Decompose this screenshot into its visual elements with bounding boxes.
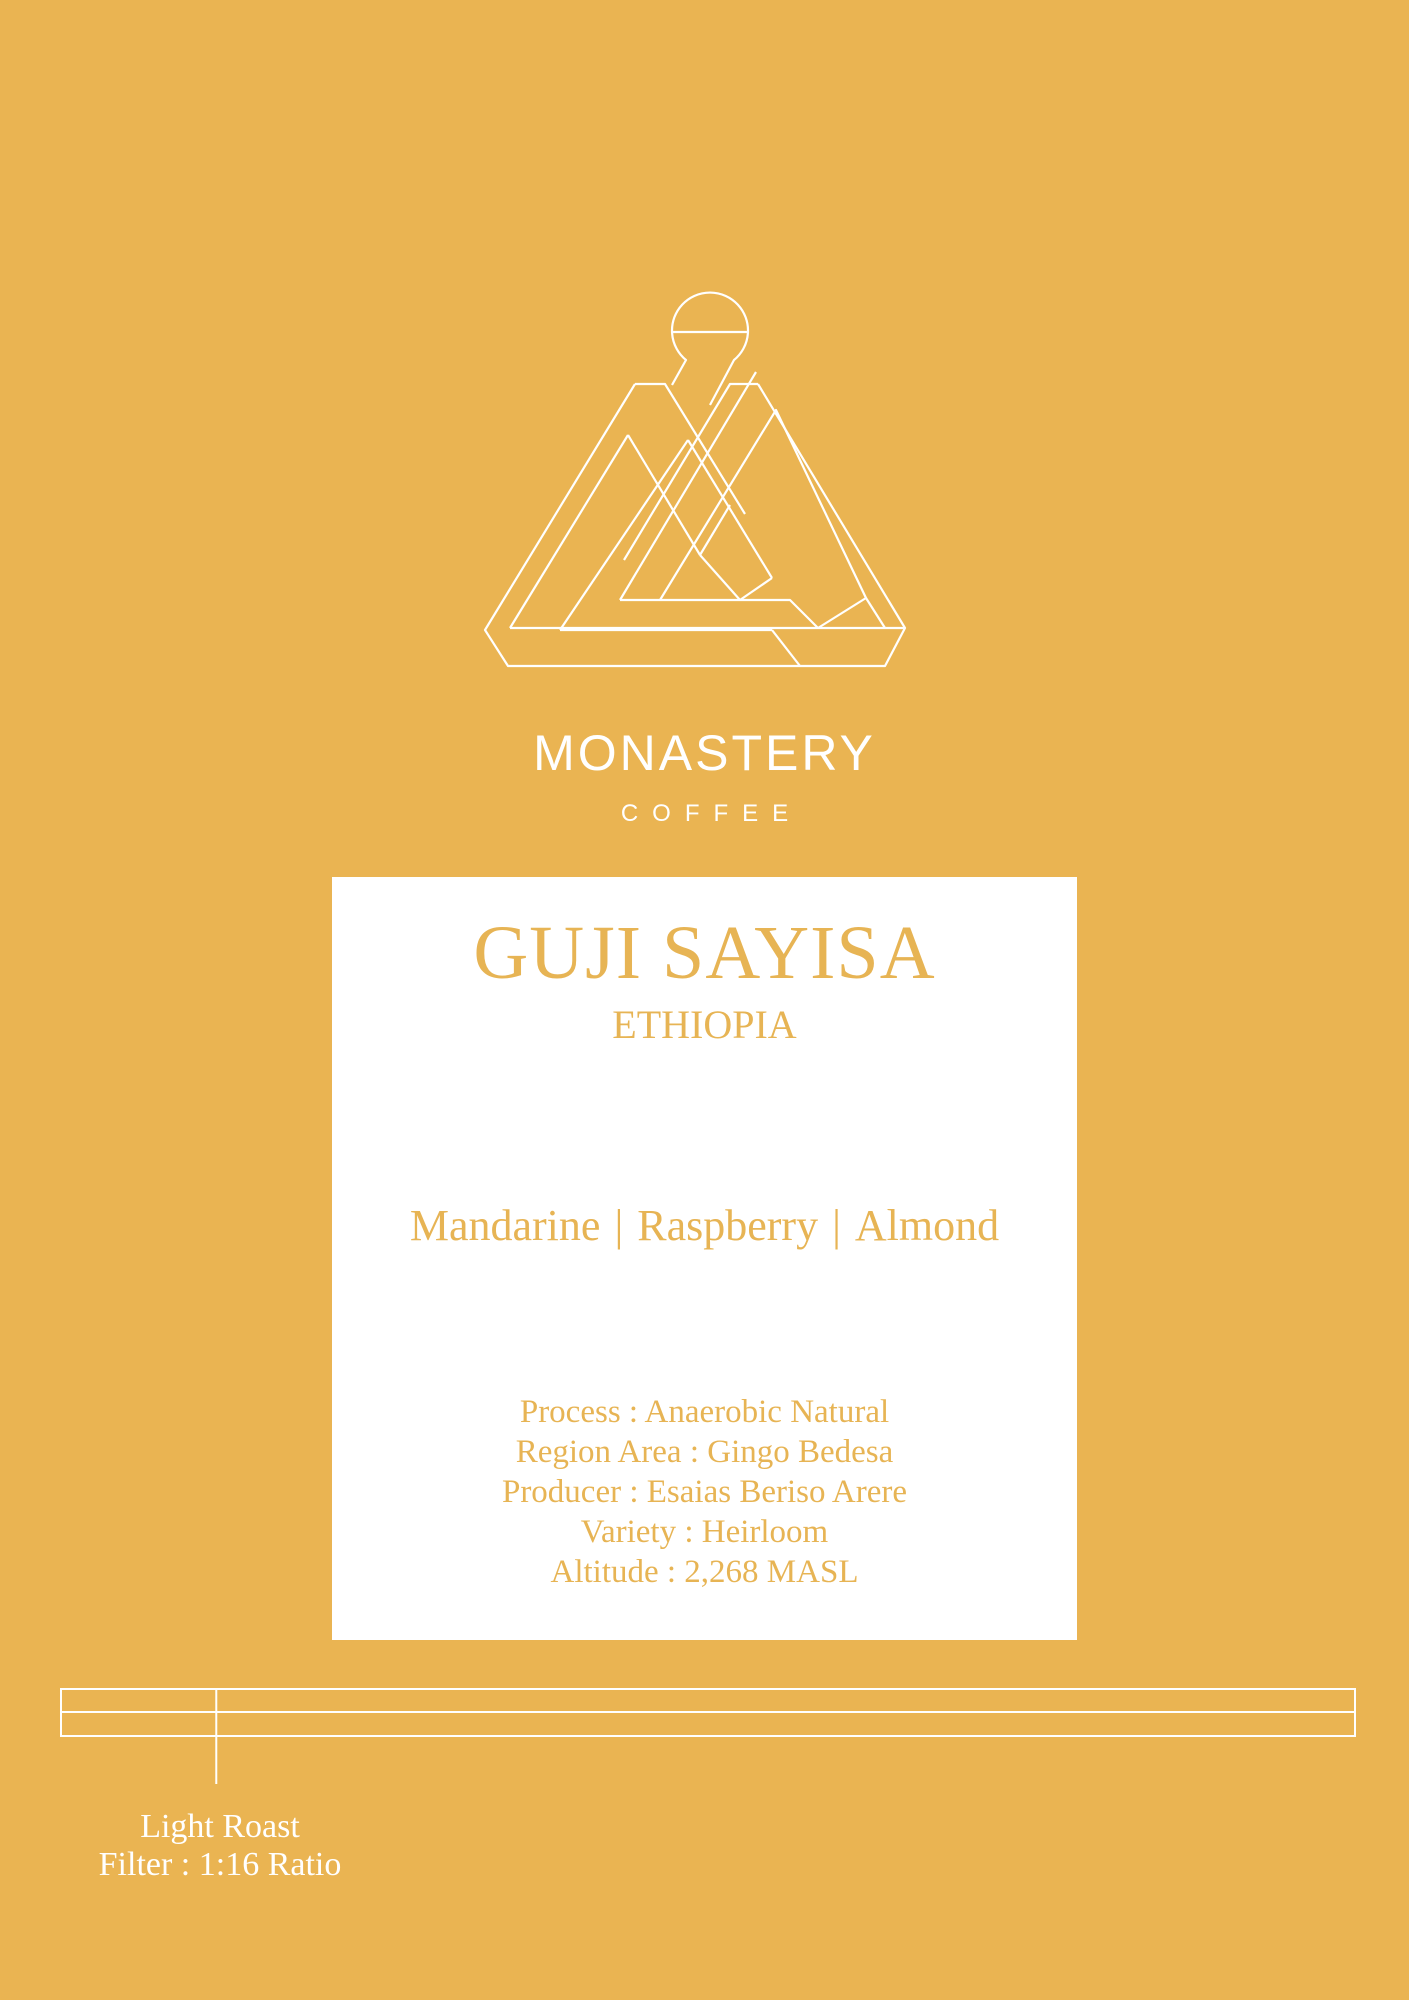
tasting-notes (332, 1201, 1077, 1250)
coffee-origin: ETHIOPIA (612, 1002, 797, 1047)
detail-altitude: Altitude : 2,268 MASL (550, 1554, 859, 1590)
notes-separator: | (614, 1201, 624, 1250)
coffee-name: GUJI SAYISA (473, 911, 936, 995)
detail-variety: Variety : Heirloom (580, 1514, 829, 1550)
tasting-note: Almond (854, 1201, 1000, 1250)
brand-subtitle: COFFEE (620, 800, 803, 827)
notes-separator: | (832, 1201, 841, 1250)
brand-name: MONASTERY (533, 725, 876, 781)
roast-info (60, 1808, 380, 1884)
impossible-triangle-logo-icon (470, 280, 940, 680)
roast-level: Light Roast (140, 1808, 300, 1845)
coffee-details (332, 1392, 1077, 1592)
detail-region: Region Area : Gingo Bedesa (515, 1434, 894, 1470)
tasting-note: Raspberry (637, 1201, 819, 1250)
detail-process: Process : Anaerobic Natural (519, 1394, 890, 1430)
coffee-info-card (332, 877, 1077, 1640)
detail-producer: Producer : Esaias Beriso Arere (501, 1474, 908, 1510)
roast-level-scale (60, 1688, 1356, 1788)
tasting-note: Mandarine (409, 1201, 601, 1250)
brew-ratio: Filter : 1:16 Ratio (98, 1846, 342, 1883)
